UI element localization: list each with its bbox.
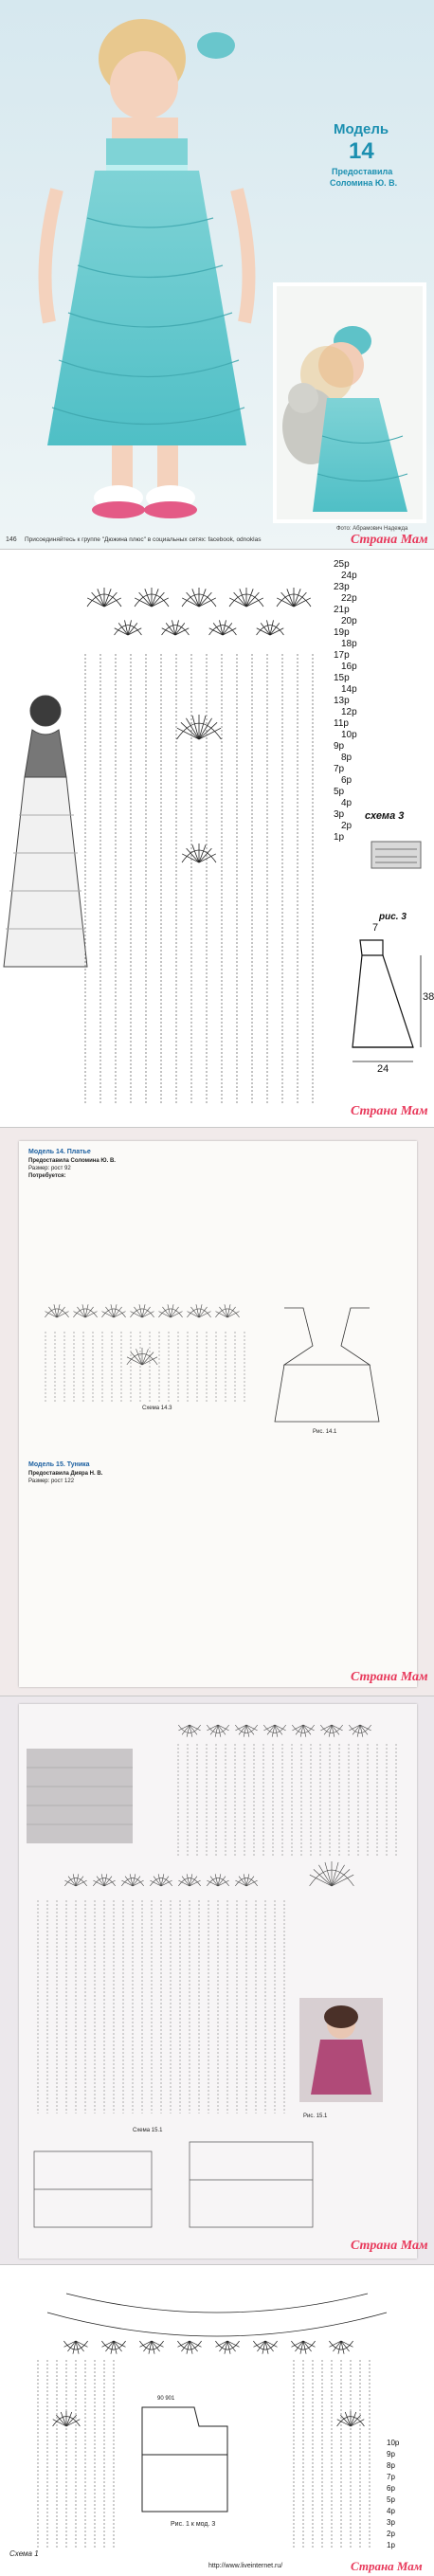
row-number-label: 10р	[341, 730, 357, 740]
author: Предоставила Соломина Ю. В.	[28, 1158, 116, 1164]
row-number-label: 11р	[334, 718, 349, 729]
stitch-mark	[133, 1880, 144, 1886]
magazine-cover-panel	[0, 0, 434, 550]
row-number-label: 2р	[387, 2530, 395, 2538]
materials-title: Потребуется:	[28, 1173, 66, 1179]
stitch-mark	[142, 1312, 154, 1317]
stitch-mark	[161, 1880, 172, 1886]
stitch-mark	[190, 1725, 201, 1731]
stitch-mark	[246, 1880, 258, 1886]
text-column-left-2	[28, 1488, 218, 1678]
stitch-mark	[332, 1725, 343, 1731]
row-number-label: 18р	[341, 639, 357, 649]
stitch-mark	[292, 1725, 303, 1731]
text-column	[142, 2525, 246, 2559]
row-number-label: 6р	[387, 2484, 395, 2493]
scheme-label: Схема 1	[9, 2549, 39, 2558]
second-author: Предоставила Дияра Н. В.	[28, 1471, 103, 1477]
stitch-mark	[64, 1880, 76, 1886]
dimension-top: 7	[372, 922, 379, 934]
row-number-label: 20р	[341, 616, 357, 626]
stitch-diagram	[0, 550, 434, 1128]
second-model-title: Модель 15. Туника	[28, 1461, 90, 1468]
instructions-page-panel	[0, 1128, 434, 1696]
row-number-label: 9р	[387, 2450, 395, 2458]
row-number-label: 15р	[334, 673, 350, 683]
stitch-mark	[102, 1312, 114, 1317]
row-number-label: 1р	[334, 832, 345, 843]
scheme-label: Схема 15.1	[133, 2128, 163, 2133]
skirt-pattern-figure	[275, 1308, 379, 1422]
stitch-mark	[349, 1725, 360, 1731]
model-word: Модель	[334, 121, 389, 137]
credit-line-1: Предоставила	[332, 167, 393, 176]
stitch-mark	[159, 1312, 171, 1317]
stitch-mark	[121, 1880, 133, 1886]
row-number-label: 4р	[387, 2507, 395, 2515]
stitch-swatch-illustration	[371, 842, 421, 868]
tunic-page-panel	[0, 1696, 434, 2265]
row-number-label: 1р	[387, 2541, 395, 2549]
stitch-mark	[131, 1312, 142, 1317]
stitch-mark	[199, 1312, 210, 1317]
photo-illustration	[0, 0, 434, 550]
row-number-label: 24р	[341, 571, 357, 581]
credit-line-2: Соломина Ю. В.	[330, 178, 398, 188]
row-number-label: 9р	[334, 741, 345, 752]
row-number-label: 25р	[334, 559, 350, 570]
row-number-label: 5р	[387, 2495, 395, 2504]
stitch-mark	[104, 1880, 116, 1886]
stitch-mark	[218, 1880, 229, 1886]
tunic-pattern-figure	[34, 2142, 313, 2227]
crochet-chart-panel	[0, 550, 434, 1128]
stitch-mark	[178, 1880, 190, 1886]
bodice-pattern-figure	[142, 2407, 227, 2512]
row-number-label: 7р	[387, 2473, 395, 2481]
footer-text: Присоединяйтесь к группе "Дюжина плюс" в социальных сетях: facebook, odnoklas	[25, 536, 262, 543]
row-number-label: 7р	[334, 764, 345, 774]
row-number-label: 5р	[334, 787, 345, 797]
stitch-mark	[332, 1862, 338, 1886]
photo-credit: Фото: Абрамович Надежда	[336, 526, 408, 532]
figure-label: Рис. 15.1	[303, 2113, 328, 2119]
footer-page-number: 146	[6, 536, 17, 543]
stitch-mark	[85, 1312, 97, 1317]
row-number-label: 21р	[334, 605, 350, 615]
watermark-logo: Страна Мам	[351, 2239, 428, 2253]
watermark-logo: Страна Мам	[351, 2559, 423, 2573]
dimension-side: 38	[423, 991, 434, 1003]
dress-sketch-illustration	[4, 696, 87, 967]
stitch-mark	[76, 1880, 87, 1886]
row-number-label: 10р	[387, 2439, 400, 2447]
stitch-diagram-15	[0, 1696, 434, 2265]
yoke-outline	[47, 2294, 387, 2336]
dress-pattern-figure	[353, 940, 421, 1061]
footer-url: http://www.liveinternet.ru/	[208, 2563, 283, 2569]
row-number-label: 19р	[334, 627, 350, 638]
second-size: Размер: рост 122	[28, 1478, 75, 1484]
stitch-mark	[171, 1312, 182, 1317]
dimension-label: 90 901	[157, 2396, 175, 2402]
stitch-mark	[325, 1862, 332, 1886]
row-number-label: 8р	[341, 753, 353, 763]
stitch-mark	[207, 1725, 218, 1731]
row-number-label: 2р	[341, 821, 353, 831]
stitch-mark	[178, 1725, 190, 1731]
row-number-label: 17р	[334, 650, 350, 661]
row-number-label: 22р	[341, 593, 357, 604]
yoke-chart-panel	[0, 2265, 434, 2576]
row-number-label: 8р	[387, 2461, 395, 2470]
header-model: Модель 14. Платье	[28, 1149, 91, 1155]
row-number-label: 13р	[334, 696, 350, 706]
stitch-mark	[150, 1880, 161, 1886]
dimension-bottom: 24	[377, 1063, 389, 1075]
stitch-mark	[114, 1312, 125, 1317]
stitch-mark	[188, 1312, 199, 1317]
figure-label: Рис. 1 к мод. 3	[171, 2521, 216, 2528]
stitch-mark	[275, 1725, 286, 1731]
scheme-label: схема 3	[365, 810, 405, 822]
row-number-label: 16р	[341, 662, 357, 672]
row-number-label: 3р	[387, 2518, 395, 2527]
stitch-mark	[246, 1725, 258, 1731]
stitch-mark	[360, 1725, 371, 1731]
stitch-mark	[303, 1725, 315, 1731]
stitch-mark	[235, 1725, 246, 1731]
watermark-logo: Страна Мам	[351, 533, 428, 547]
girl-tunic-photo	[299, 1998, 383, 2102]
row-number-label: 4р	[341, 798, 353, 808]
stitch-mark	[74, 1312, 85, 1317]
size: Размер: рост 92	[28, 1166, 71, 1171]
watermark-logo: Страна Мам	[351, 1670, 428, 1684]
row-number-label: 6р	[341, 775, 353, 786]
figure-label: Рис. 14.1	[313, 1429, 337, 1435]
row-number-label: 12р	[341, 707, 357, 717]
stitch-mark	[263, 1725, 275, 1731]
stitch-mark	[227, 1312, 239, 1317]
stitch-mark	[57, 1312, 68, 1317]
scheme-label: Схема 14.3	[142, 1406, 172, 1411]
row-number-label: 14р	[341, 684, 357, 695]
stitch-mark	[93, 1880, 104, 1886]
stitch-mark	[218, 1725, 229, 1731]
stitch-mark	[207, 1880, 218, 1886]
row-number-label: 23р	[334, 582, 350, 592]
figure-label: рис. 3	[379, 912, 407, 922]
girl-photo-inset	[275, 284, 425, 521]
stitch-mark	[235, 1880, 246, 1886]
stitch-mark	[45, 1312, 57, 1317]
stitch-mark	[216, 1312, 227, 1317]
text-column-right-2	[226, 1461, 411, 1670]
model-number: 14	[349, 138, 374, 164]
stitch-mark	[190, 1880, 201, 1886]
stitch-mark	[320, 1725, 332, 1731]
knit-swatch-photo	[27, 1749, 133, 1843]
row-number-label: 3р	[334, 809, 345, 820]
watermark-logo: Страна Мам	[351, 1104, 428, 1118]
